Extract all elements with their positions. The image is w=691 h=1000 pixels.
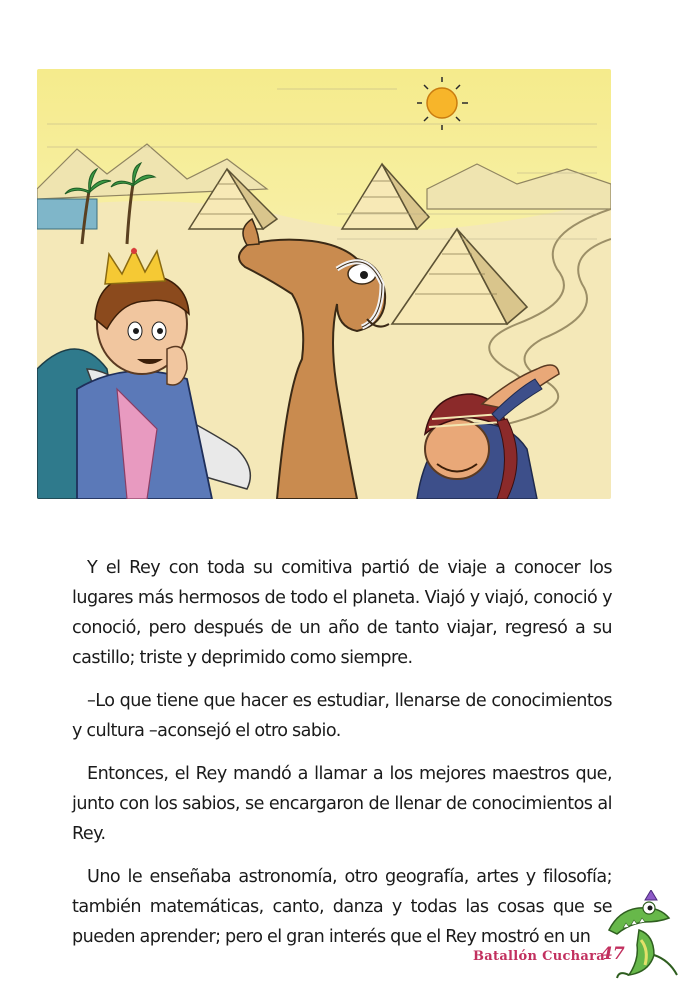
page-footer (465, 942, 685, 976)
desert-king-camel-illustration (37, 69, 611, 499)
story-illustration (37, 69, 611, 499)
paragraph-3: Entonces, el Rey mandó a llamar a los mejores maestros que, junto con los sabios, se encargaron de llenar de conocimientos al Rey. (72, 764, 612, 844)
page-number: 47 (601, 944, 625, 964)
paragraph-1: Y el Rey con toda su comitiva partió de viaje a conocer los lugares más hermosos de todo el planeta. Viajó y viajó, conoció y conoció, pero después de un año de tanto viajar, regresó a su castillo; triste y deprimido como siempre. (72, 558, 612, 668)
paragraph-4: Uno le enseñaba astronomía, otro geografía, artes y filosofía; también matemáticas, canto, danza y todas las cosas que se pueden aprender; pero el gran interés que el Rey mostró en un (72, 867, 612, 947)
paragraph-2: –Lo que tiene que hacer es estudiar, llenarse de conocimientos y cultura –aconsejó el otro sabio. (72, 691, 612, 741)
crocodile-mascot-icon (599, 890, 683, 980)
book-title: Batallón Cuchara (473, 949, 606, 964)
story-text (72, 553, 612, 965)
